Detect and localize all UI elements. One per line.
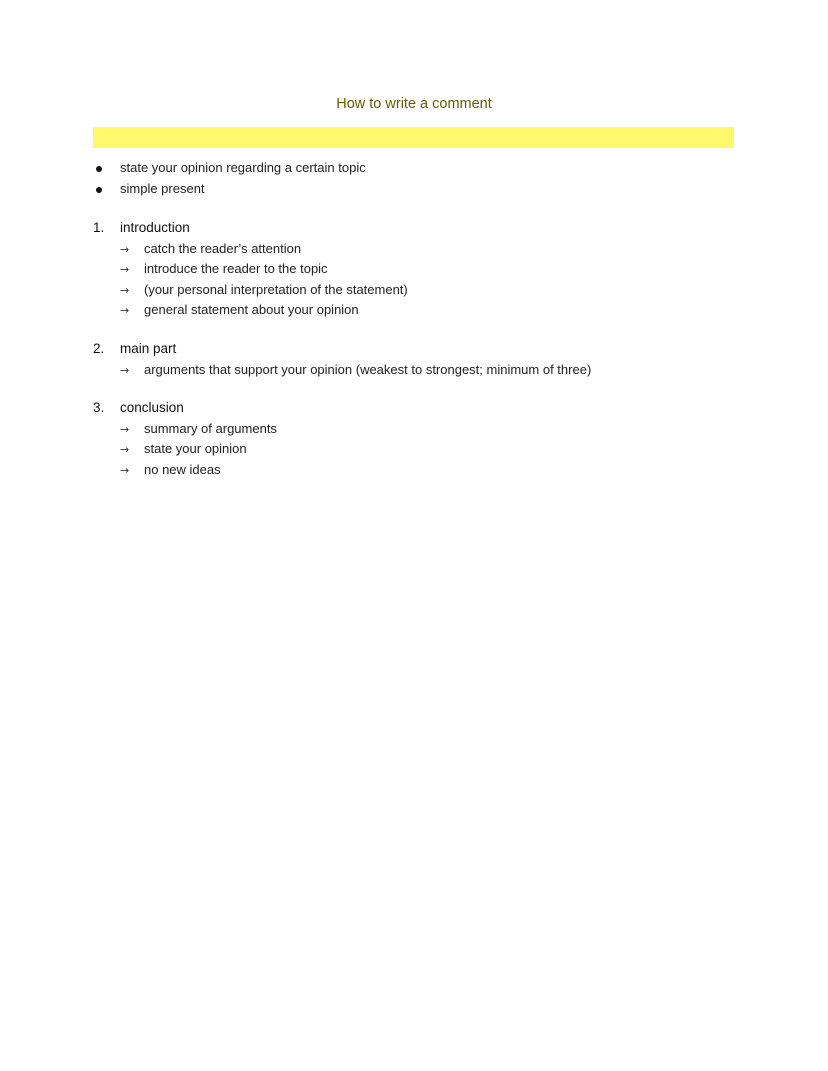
list-item — [93, 239, 408, 260]
list-item — [93, 439, 277, 460]
highlight-bar — [93, 127, 734, 148]
section-heading — [93, 218, 408, 239]
section-number: 2. — [93, 341, 105, 356]
bullet-item — [93, 179, 366, 200]
sub-list — [93, 419, 277, 481]
right-arrow-icon: → — [120, 463, 130, 477]
list-item — [93, 360, 591, 381]
section-title: main part — [120, 341, 177, 356]
sub-list — [93, 360, 591, 381]
section-conclusion — [93, 398, 277, 480]
section-number: 1. — [93, 220, 105, 235]
bullet-text: simple present — [120, 180, 205, 196]
bullet-dot-icon — [96, 166, 102, 172]
section-title: introduction — [120, 220, 190, 235]
list-item-text: catch the reader’s attention — [144, 240, 302, 256]
right-arrow-icon: → — [120, 422, 130, 436]
list-item-text: summary of arguments — [144, 420, 277, 436]
list-item — [93, 300, 408, 321]
right-arrow-icon: → — [120, 242, 130, 256]
list-item-text: (your personal interpretation of the statement) — [144, 281, 408, 297]
right-arrow-icon: → — [120, 263, 130, 276]
section-number: 3. — [93, 400, 105, 415]
right-arrow-icon: → — [120, 363, 130, 377]
list-item — [93, 280, 408, 301]
section-introduction — [93, 218, 408, 321]
bullet-item — [93, 158, 366, 179]
section-heading — [93, 339, 591, 360]
list-item — [93, 419, 277, 440]
list-item — [93, 460, 277, 481]
list-item-text: general statement about your opinion — [144, 302, 359, 317]
bullet-text: state your opinion regarding a certain topic — [120, 160, 366, 175]
section-heading — [93, 398, 277, 419]
section-main-part — [93, 339, 591, 380]
list-item-text: introduce the reader to the topic — [144, 261, 328, 276]
right-arrow-icon: → — [120, 283, 130, 297]
list-item — [93, 259, 408, 280]
list-item-text: no new ideas — [144, 461, 221, 477]
right-arrow-icon: → — [120, 443, 130, 456]
section-title: conclusion — [120, 400, 184, 415]
list-item-text: arguments that support your opinion (weakest to strongest; minimum of three) — [144, 361, 592, 377]
bullet-dot-icon — [96, 187, 102, 193]
list-item-text: state your opinion — [144, 441, 247, 456]
page-title: How to write a comment — [336, 96, 492, 112]
right-arrow-icon: → — [120, 304, 130, 317]
bullet-list — [93, 158, 366, 199]
sub-list — [93, 239, 408, 321]
